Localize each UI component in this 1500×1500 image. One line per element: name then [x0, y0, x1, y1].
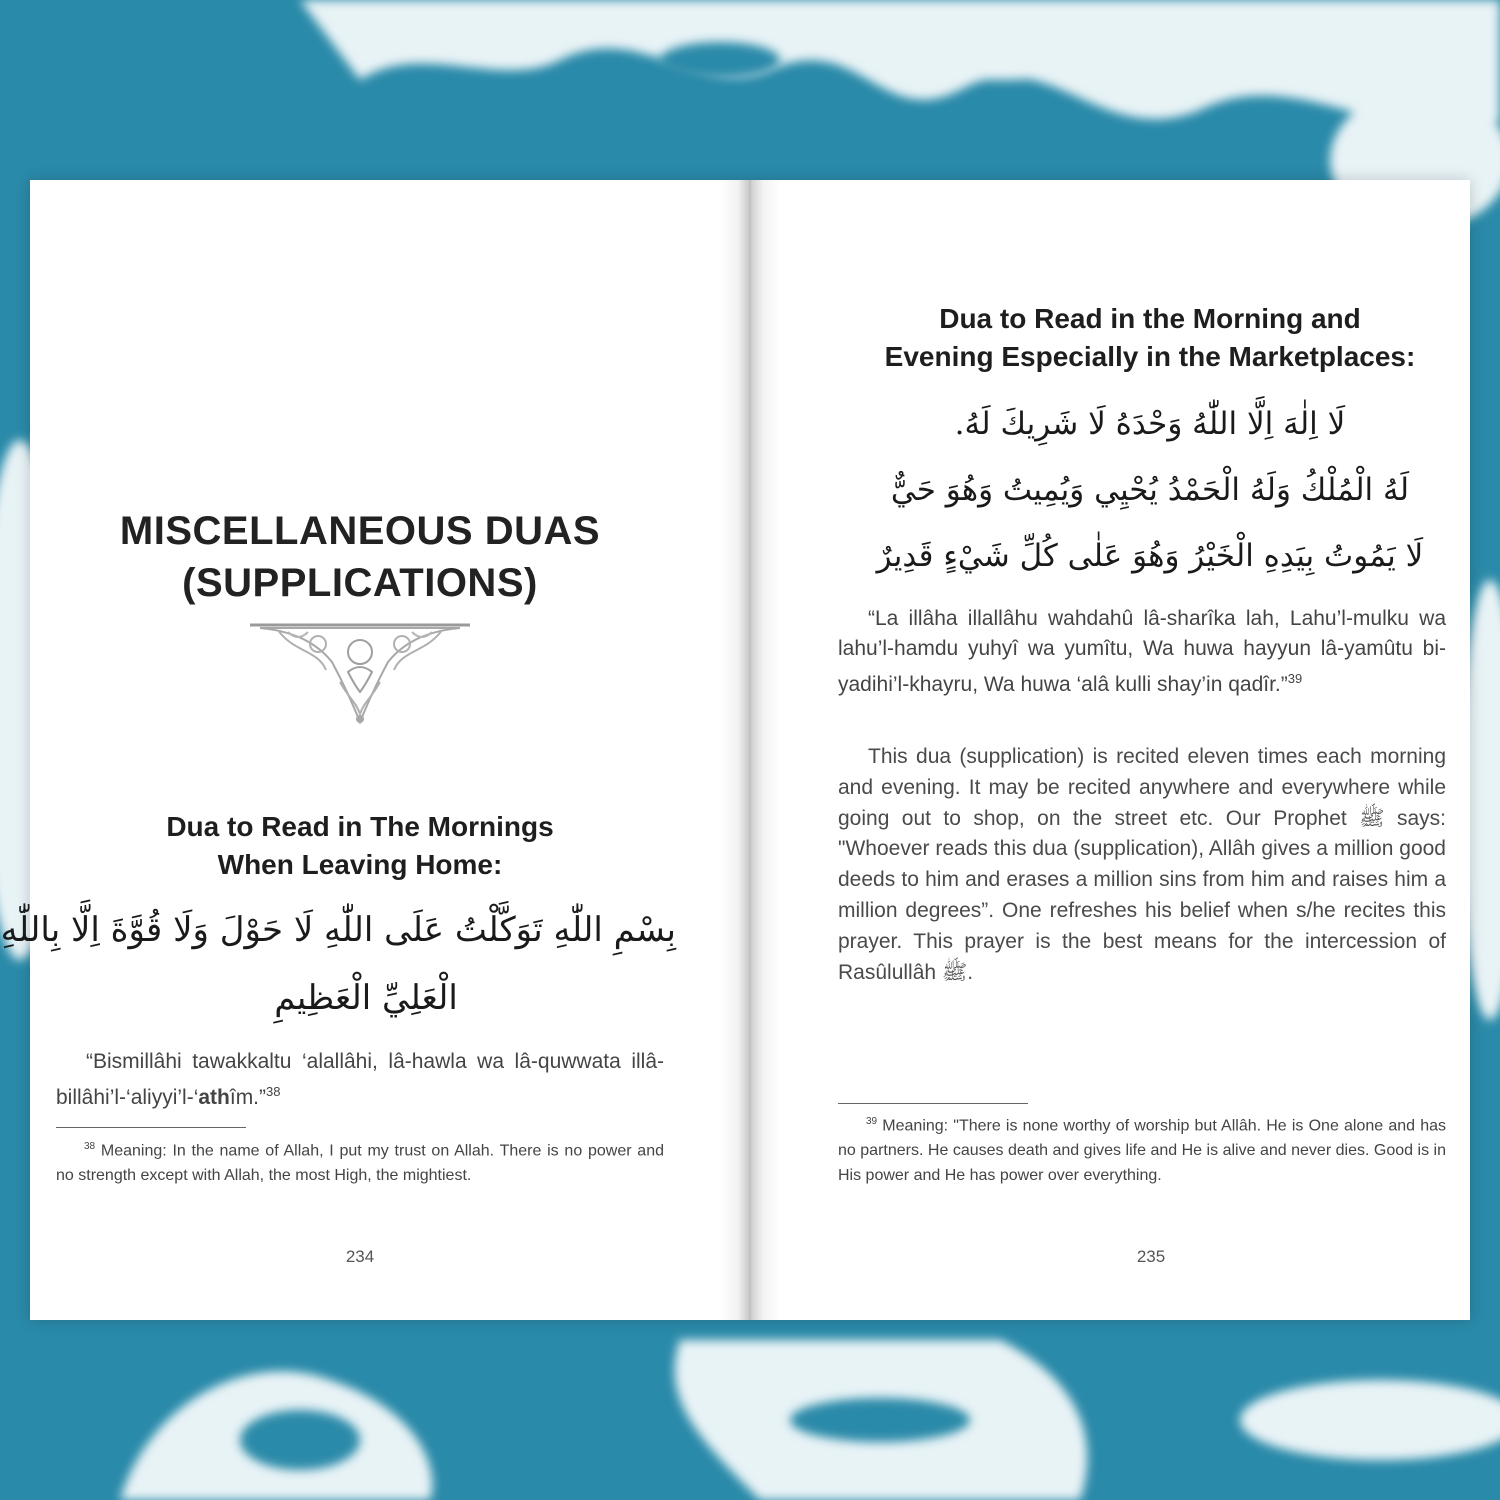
footnote-39 — [838, 1109, 1446, 1188]
arabic-dua-line1: بِسْمِ اللّٰهِ تَوَكَّلْتُ عَلَى اللّٰهِ لَا حَوْلَ وَلَا قُوَّةَ اِلَّا بِاللّٰهِ — [0, 910, 676, 950]
footnote-number: 38 — [84, 1141, 96, 1152]
chapter-title — [70, 505, 650, 609]
section-title-line1: Dua to Read in the Morning and — [939, 303, 1361, 334]
left-page — [0, 180, 740, 1320]
footnote-38 — [56, 1134, 664, 1188]
transliteration-end: îm.” — [229, 1086, 267, 1109]
right-page — [760, 180, 1470, 1320]
chapter-title-line1: MISCELLANEOUS DUAS — [119, 509, 601, 553]
section-title — [830, 300, 1470, 376]
transliteration-text: “Bismillâhi tawakkaltu ‘alallâhi, lâ-hawla wa lâ-quwwata illâ-billâhi’l-‘aliyyi’l-‘ — [56, 1050, 664, 1109]
transliteration — [56, 1047, 664, 1113]
arabic-dua-line2: الْعَلِيِّ الْعَظِيمِ — [274, 978, 458, 1018]
footnote-rule — [56, 1127, 246, 1128]
book-spread — [0, 180, 1470, 1320]
arabic-dua-line1: لَا اِلٰهَ اِلَّا اللّٰهُ وَحْدَهُ لَا شَرِيكَ لَهُ. — [954, 406, 1346, 442]
arabesque-ornament-icon — [248, 622, 472, 726]
arabic-dua-line3: لَا يَمُوتُ بِيَدِهِ الْخَيْرُ وَهُوَ عَلٰى كُلِّ شَيْءٍ قَدِيرٌ — [876, 538, 1424, 574]
transliteration-text: “La illâha illallâhu wahdahû lâ-sharîka lah, Lahu’l-mulku wa lahu’l-hamdu yuhyî wa yumîtu, Wa huwa hayyun lâ-yamûtu bi-yadihi’l-khayru, Wa huwa ‘alâ kulli shay’in qadîr.” — [838, 607, 1446, 696]
chapter-title-line2: (SUPPLICATIONS) — [182, 561, 538, 605]
footnote-ref-38[interactable]: 38 — [266, 1084, 281, 1099]
footnote-number: 39 — [866, 1116, 878, 1127]
footnote-text: Meaning: In the name of Allah, I put my trust on Allah. There is no power and no strength except with Allah, the most High, the mightiest. — [56, 1142, 664, 1185]
footnote-ref-39[interactable]: 39 — [1287, 671, 1303, 686]
footnote-text: Meaning: "There is none worthy of worship but Allâh. He is One alone and has no partners. He causes death and gives life and He is alive and never dies. Good is in His power and He has power over everything. — [838, 1117, 1446, 1185]
transliteration-bold: ath — [198, 1086, 230, 1109]
section-title — [70, 808, 650, 884]
section-title-line2: When Leaving Home: — [217, 849, 503, 880]
footnote-rule — [838, 1103, 1028, 1104]
page-number: 234 — [345, 1247, 375, 1266]
page-number: 235 — [1136, 1247, 1166, 1266]
section-title-line2: Evening Especially in the Marketplaces: — [884, 341, 1416, 372]
body-paragraph: This dua (supplication) is recited eleven times each morning and evening. It may be recited anywhere and everywhere while going out to shop, on the street etc. Our Prophet ﷺ says: "Whoever reads this dua (supplication), Allâh gives a million good deeds to him and erases a million sins from him and raises him a million degrees”. One refreshes his belief when s/he recites this prayer. This prayer is the best means for the intercession of Rasûlullâh ﷺ. — [838, 745, 1446, 984]
section-title-line1: Dua to Read in The Mornings — [166, 811, 554, 842]
transliteration — [838, 604, 1446, 700]
arabic-dua-line2: لَهُ الْمُلْكُ وَلَهُ الْحَمْدُ يُحْيِي وَيُمِيتُ وَهُوَ حَيٌّ — [890, 472, 1410, 508]
